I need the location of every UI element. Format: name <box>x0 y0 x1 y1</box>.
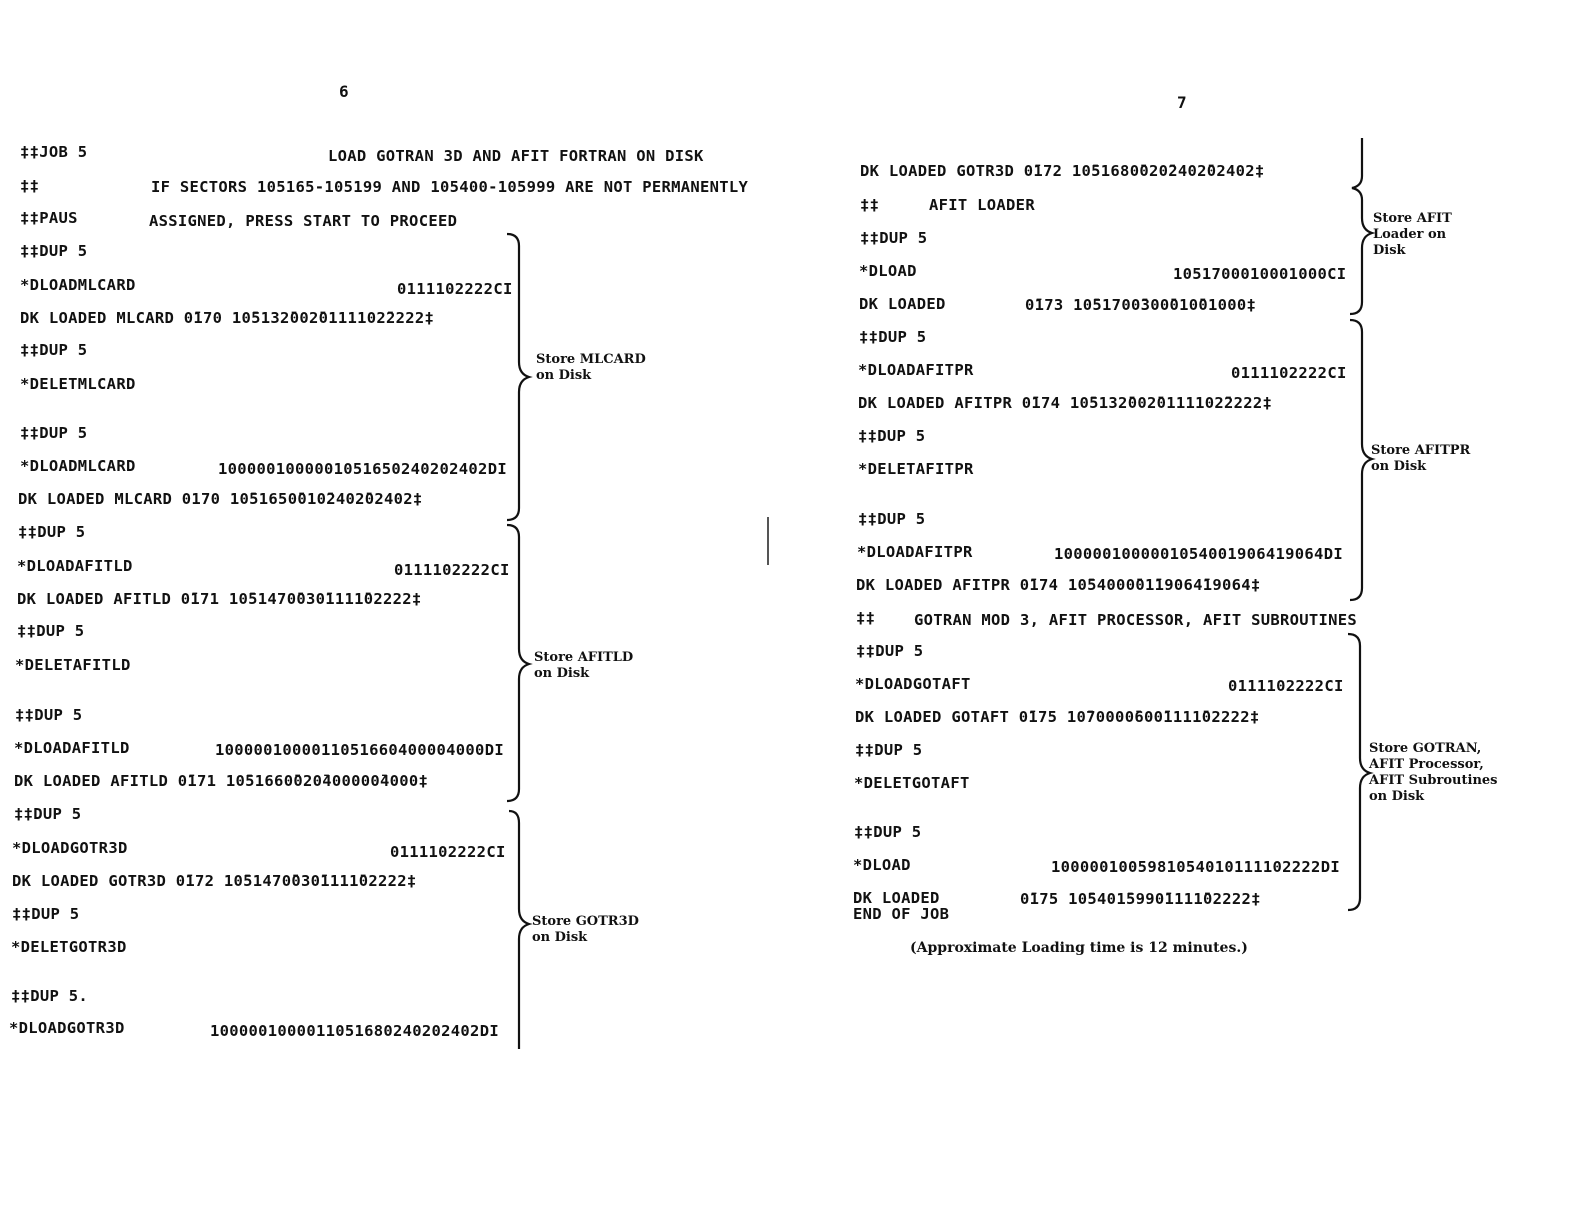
control-code: ‡‡DUP 5 <box>858 427 926 445</box>
annotation-note: Store GOTRAN, AFIT Processor, AFIT Subroutines on Disk <box>1369 741 1498 804</box>
control-code: ‡‡DUP 5 <box>12 905 80 923</box>
control-code: DK LOADED AFITLD 0̄171 10̄51660̄020̄400000̄4000‡ <box>14 772 429 790</box>
control-code: *DLOADMLCARD <box>20 457 136 475</box>
control-code: ‡‡DUP 5 <box>20 424 88 442</box>
control-code: DK LOADED AFITLD 0̄171 10̄51470̄030̄1111̄02222‡ <box>17 590 422 608</box>
control-code: END OF JOB <box>853 905 950 923</box>
field-value: 0̄175 10̄5401̄5990̄1111̄02222‡ <box>1020 890 1261 908</box>
control-code: *DLOADGOTAFT <box>855 675 971 693</box>
annotation-note: Store GOTR3D on Disk <box>532 914 639 945</box>
control-code: ‡‡DUP 5 <box>20 341 88 359</box>
control-code: ‡‡DUP 5 <box>858 510 926 528</box>
control-code: DK LOADED AFITPR 0̄174 10̄54000̄01̄19064̄19064‡ <box>856 576 1261 594</box>
page-number: 7 <box>1177 93 1187 112</box>
control-code: DK LOADED <box>859 295 946 313</box>
control-code: *DLOAD <box>859 262 917 280</box>
control-code: *DELETAFITLD <box>15 656 131 674</box>
control-code: *DLOADAFITPR <box>858 361 974 379</box>
field-value: 1051700010001000CI <box>1173 265 1347 283</box>
field-value: 0111102222CI <box>394 561 510 579</box>
control-code: ‡‡JOB 5 <box>20 143 88 161</box>
right-page <box>790 0 1584 1224</box>
field-value: 0111102222CI <box>1231 364 1347 382</box>
control-code: *DELETMLCARD <box>20 375 136 393</box>
control-code: *DLOADAFITLD <box>17 557 133 575</box>
control-code: DK LOADED GOTR3D 0̄172 10̄51680̄020̄2402̄02402‡ <box>860 162 1265 180</box>
control-code: ‡‡PAUS <box>20 209 78 227</box>
control-code: ‡‡DUP 5 <box>856 642 924 660</box>
left-page <box>0 0 790 1224</box>
control-code: ‡‡DUP 5 <box>859 328 927 346</box>
control-code: ‡‡ <box>856 609 876 627</box>
control-code: *DLOADGOTR3D <box>12 839 128 857</box>
control-code: DK LOADED GOTR3D 0̄172 10̄51470̄030̄1111̄02222‡ <box>12 872 417 890</box>
control-code: DK LOADED <box>853 889 940 907</box>
control-code: ‡‡ <box>860 196 880 214</box>
control-code: DK LOADED GOTAFT 0̄175 10̄70000̄600̄1111̄02222‡ <box>855 708 1260 726</box>
field-value: 0̄173 10̄51700̄300̄010̄01000‡ <box>1025 296 1257 314</box>
control-code: ‡‡DUP 5 <box>20 242 88 260</box>
control-code: ‡‡DUP 5 <box>18 523 86 541</box>
annotation-note: Store AFIT Loader on Disk <box>1373 211 1452 258</box>
annotation-note: Store AFITLD on Disk <box>534 650 634 681</box>
comment-text: GOTRAN MOD 3, AFIT PROCESSOR, AFIT SUBROUTINES <box>914 611 1358 629</box>
field-value: 1000001000001051650240202402DI <box>218 460 507 478</box>
control-code: ‡‡DUP 5 <box>14 805 82 823</box>
control-code: ‡‡DUP 5. <box>11 987 89 1005</box>
footer-note: (Approximate Loading time is 12 minutes.) <box>910 940 1248 956</box>
page-number: 6 <box>339 82 349 101</box>
field-value: 1000001000011051680240202402DI <box>210 1022 499 1040</box>
annotation-note: Store AFITPR on Disk <box>1371 443 1471 474</box>
curly-brace <box>505 809 535 1055</box>
field-value: 0111102222CI <box>1228 677 1344 695</box>
comment-text: LOAD GOTRAN 3D AND AFIT FORTRAN ON DISK <box>328 147 704 165</box>
comment-text: AFIT LOADER <box>929 196 1035 214</box>
curly-brace <box>503 523 533 803</box>
field-value: 1000001000011051660400004000DI <box>215 741 504 759</box>
field-value: 1000001000001054001906419064DI <box>1054 545 1343 563</box>
field-value: 0111102222CI <box>390 843 506 861</box>
curly-brace <box>503 232 533 522</box>
control-code: ‡‡DUP 5 <box>15 706 83 724</box>
code-line <box>859 295 1349 367</box>
control-code: ‡‡DUP 5 <box>17 622 85 640</box>
comment-text: ASSIGNED, PRESS START TO PROCEED <box>149 212 458 230</box>
field-value: 1000001005981054010111102222DI <box>1051 858 1340 876</box>
field-value: 0111102222CI <box>397 280 513 298</box>
control-code: DK LOADED MLCARD 0170 10̄51650̄010̄2402̄02402‡ <box>18 490 423 508</box>
pause-line <box>20 209 780 281</box>
comment-text: IF SECTORS 105165-105199 AND 105400-105999 ARE NOT PERMANENTLY <box>151 178 749 196</box>
annotation-note: Store MLCARD on Disk <box>536 352 646 383</box>
control-code: *DLOADAFITLD <box>14 739 130 757</box>
control-code: *DLOADGOTR3D <box>9 1019 125 1037</box>
page-divider <box>767 517 769 565</box>
control-code: DK LOADED MLCARD 0̄170 10̄5132̄002̄0111102̄2222‡ <box>20 309 435 327</box>
control-code: *DELETGOTR3D <box>11 938 127 956</box>
control-code: *DLOADMLCARD <box>20 276 136 294</box>
control-code: ‡‡DUP 5 <box>860 229 928 247</box>
control-code: *DLOAD <box>853 856 911 874</box>
control-code: *DLOADAFITPR <box>857 543 973 561</box>
control-code: *DELETGOTAFT <box>854 774 970 792</box>
comment-line <box>856 609 1416 681</box>
control-code: ‡‡DUP 5 <box>854 823 922 841</box>
control-code: DK LOADED AFITPR 0̄174 10̄5132̄002̄0111102̄2222‡ <box>858 394 1273 412</box>
control-code: *DELETAFITPR <box>858 460 974 478</box>
code-line <box>9 1019 514 1091</box>
control-code: ‡‡ <box>20 177 40 195</box>
control-code: ‡‡DUP 5 <box>855 741 923 759</box>
